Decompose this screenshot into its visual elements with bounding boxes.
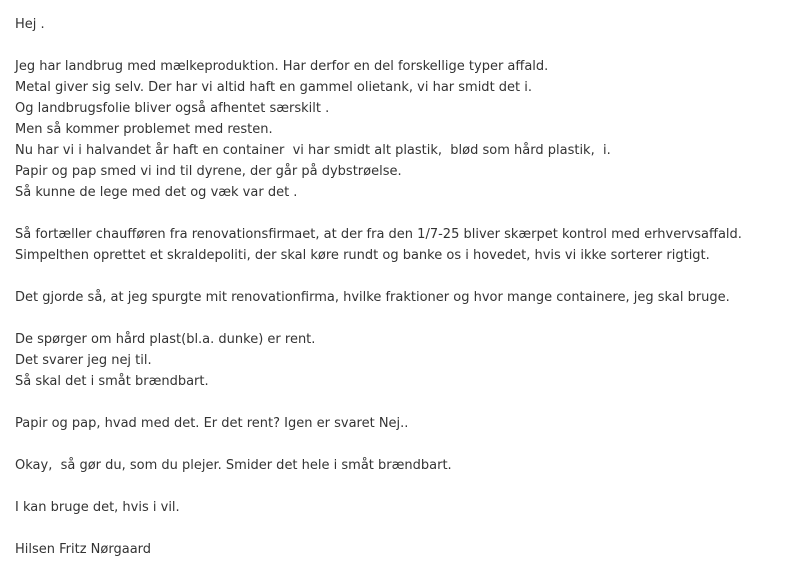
paragraph-line: Så kunne de lege med det og væk var det . xyxy=(15,185,298,200)
paragraph-line: De spørger om hård plast(bl.a. dunke) er rent. xyxy=(15,332,316,347)
paragraph-paper xyxy=(15,413,790,434)
paragraph-gap xyxy=(15,308,790,329)
paragraph-gap xyxy=(15,476,790,497)
paragraph-gap xyxy=(15,434,790,455)
paragraph-line: I kan bruge det, hvis i vil. xyxy=(15,500,180,515)
paragraph-line: Så skal det i småt brændbart. xyxy=(15,374,209,389)
paragraph-line: Det gjorde så, at jeg spurgte mit renovationfirma, hvilke fraktioner og hvor mange containere, jeg skal bruge. xyxy=(15,290,730,305)
paragraph-line: Metal giver sig selv. Der har vi altid haft en gammel olietank, vi har smidt det i. xyxy=(15,80,533,95)
paragraph-line: Jeg har landbrug med mælkeproduktion. Har derfor en del forskellige typer affald. xyxy=(15,59,549,74)
greeting: Hej . xyxy=(15,17,45,32)
paragraph-gap xyxy=(15,35,790,56)
paragraph-line: Okay, så gør du, som du plejer. Smider det hele i småt brændbart. xyxy=(15,458,452,473)
paragraph-line: Papir og pap, hvad med det. Er det rent? Igen er svaret Nej.. xyxy=(15,416,409,431)
paragraph-gap xyxy=(15,266,790,287)
paragraph-line: Men så kommer problemet med resten. xyxy=(15,122,273,137)
paragraph-closing xyxy=(15,497,790,518)
paragraph-line: Så fortæller chaufføren fra renovationsfirmaet, at der fra den 1/7-25 bliver skærpet kontrol med erhvervsaffald. xyxy=(15,227,742,242)
signature: Hilsen Fritz Nørgaard xyxy=(15,542,152,557)
paragraph-farm-waste xyxy=(15,56,790,203)
paragraph-hard-plastic xyxy=(15,329,790,392)
paragraph-question xyxy=(15,287,790,308)
paragraph-okay xyxy=(15,455,790,476)
letter-body xyxy=(15,14,790,560)
paragraph-driver-news xyxy=(15,224,790,266)
paragraph-line: Og landbrugsfolie bliver også afhentet særskilt . xyxy=(15,101,330,116)
paragraph-line: Nu har vi i halvandet år haft en container vi har smidt alt plastik, blød som hård plastik, i. xyxy=(15,143,611,158)
paragraph-line: Simpelthen oprettet et skraldepoliti, der skal køre rundt og banke os i hovedet, hvis vi ikke sorterer rigtigt. xyxy=(15,248,710,263)
paragraph-line: Det svarer jeg nej til. xyxy=(15,353,152,368)
paragraph-gap xyxy=(15,203,790,224)
paragraph-gap xyxy=(15,518,790,539)
paragraph-line: Papir og pap smed vi ind til dyrene, der går på dybstrøelse. xyxy=(15,164,402,179)
paragraph-gap xyxy=(15,392,790,413)
